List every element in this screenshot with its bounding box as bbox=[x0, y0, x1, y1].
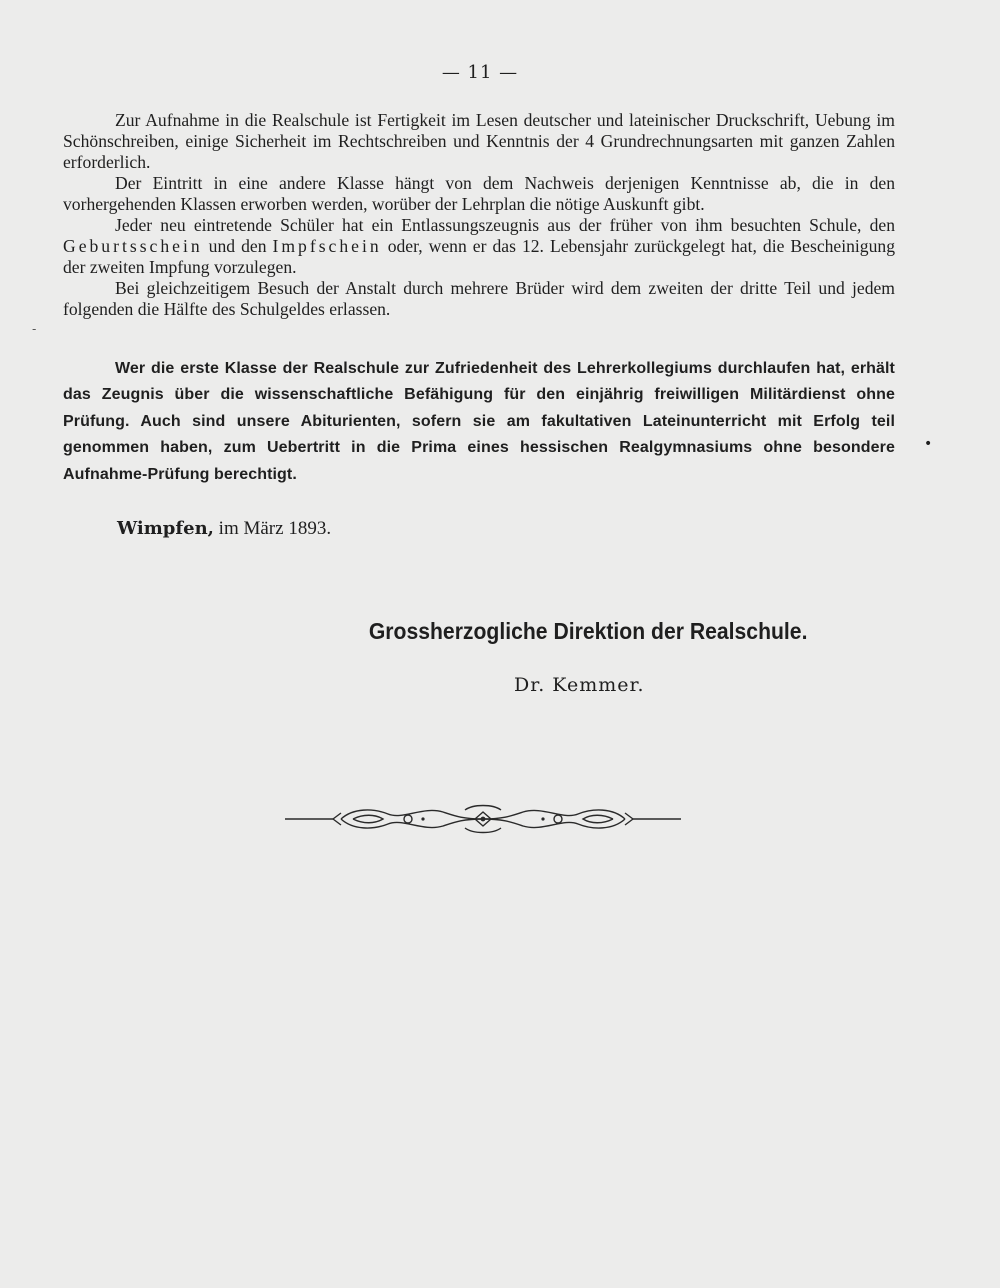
documents-text-3: oder, wenn er das 12. Lebensjahr zurückgelegt hat, die Bescheinigung der zweiten Impfung vorzulegen. bbox=[63, 236, 895, 277]
page-number: — 11 — bbox=[441, 62, 519, 83]
vaccination-certificate-term: Impfschein bbox=[272, 236, 382, 256]
margin-bullet-mark: • bbox=[924, 436, 933, 452]
paragraph-admission-text: Zur Aufnahme in die Realschule ist Fertigkeit im Lesen deutscher und lateinischer Druckschrift, Uebung im Schönschreiben, einige Sicherheit im Rechtschreiben und Kenntnis der 4 Grundrechnungsarten mit ganzen Zahlen erforderlich. bbox=[63, 110, 895, 172]
dateline-place: Wimpfen, bbox=[117, 518, 214, 539]
birth-certificate-term: Geburtsschein bbox=[63, 236, 203, 256]
bold-paragraph-certificate: Wer die erste Klasse der Realschule zur Zufriedenheit des Lehrerkollegiums durchlaufen hat, erhält das Zeugnis über die wissenschaftliche Befähigung für den einjährig freiwilligen Militärdienst ohne Prüfung. Auch sind unsere Abiturienten, sofern sie am fakultativen Lateinunterricht mit Erfolg teil genommen haben, zum Uebertritt in die Prima eines hessischen Realgymnasiums ohne besondere Aufnahme-Prüfung berechtigt. bbox=[63, 360, 895, 483]
margin-dash-mark: - bbox=[32, 322, 37, 336]
directorate-title: Grossherzogliche Direktion der Realschule. bbox=[368, 618, 808, 644]
decorative-ornament-divider bbox=[283, 802, 683, 836]
dateline-date: im März 1893. bbox=[213, 518, 332, 539]
body-text bbox=[63, 110, 895, 320]
documents-text-1: Jeder neu eintretende Schüler hat ein Entlassungszeugnis aus der früher von ihm besuchten Schule, den bbox=[115, 215, 895, 235]
paragraph-documents bbox=[63, 215, 895, 278]
paragraph-siblings bbox=[63, 278, 895, 320]
documents-text-2: und den bbox=[202, 236, 273, 256]
paragraph-class-entry bbox=[63, 173, 895, 215]
paragraph-admission bbox=[63, 110, 895, 173]
signature-name: Dr. Kemmer. bbox=[514, 674, 645, 696]
paragraph-class-entry-text: Der Eintritt in eine andere Klasse hängt von dem Nachweis derjenigen Kenntnisse ab, die in den vorhergehenden Klassen erworben werden, worüber der Lehrplan die nötige Auskunft gibt. bbox=[63, 173, 895, 214]
dateline bbox=[117, 518, 331, 540]
paragraph-siblings-text: Bei gleichzeitigem Besuch der Anstalt durch mehrere Brüder wird dem zweiten der dritte Teil und jedem folgenden die Hälfte des Schulgeldes erlassen. bbox=[63, 278, 895, 319]
